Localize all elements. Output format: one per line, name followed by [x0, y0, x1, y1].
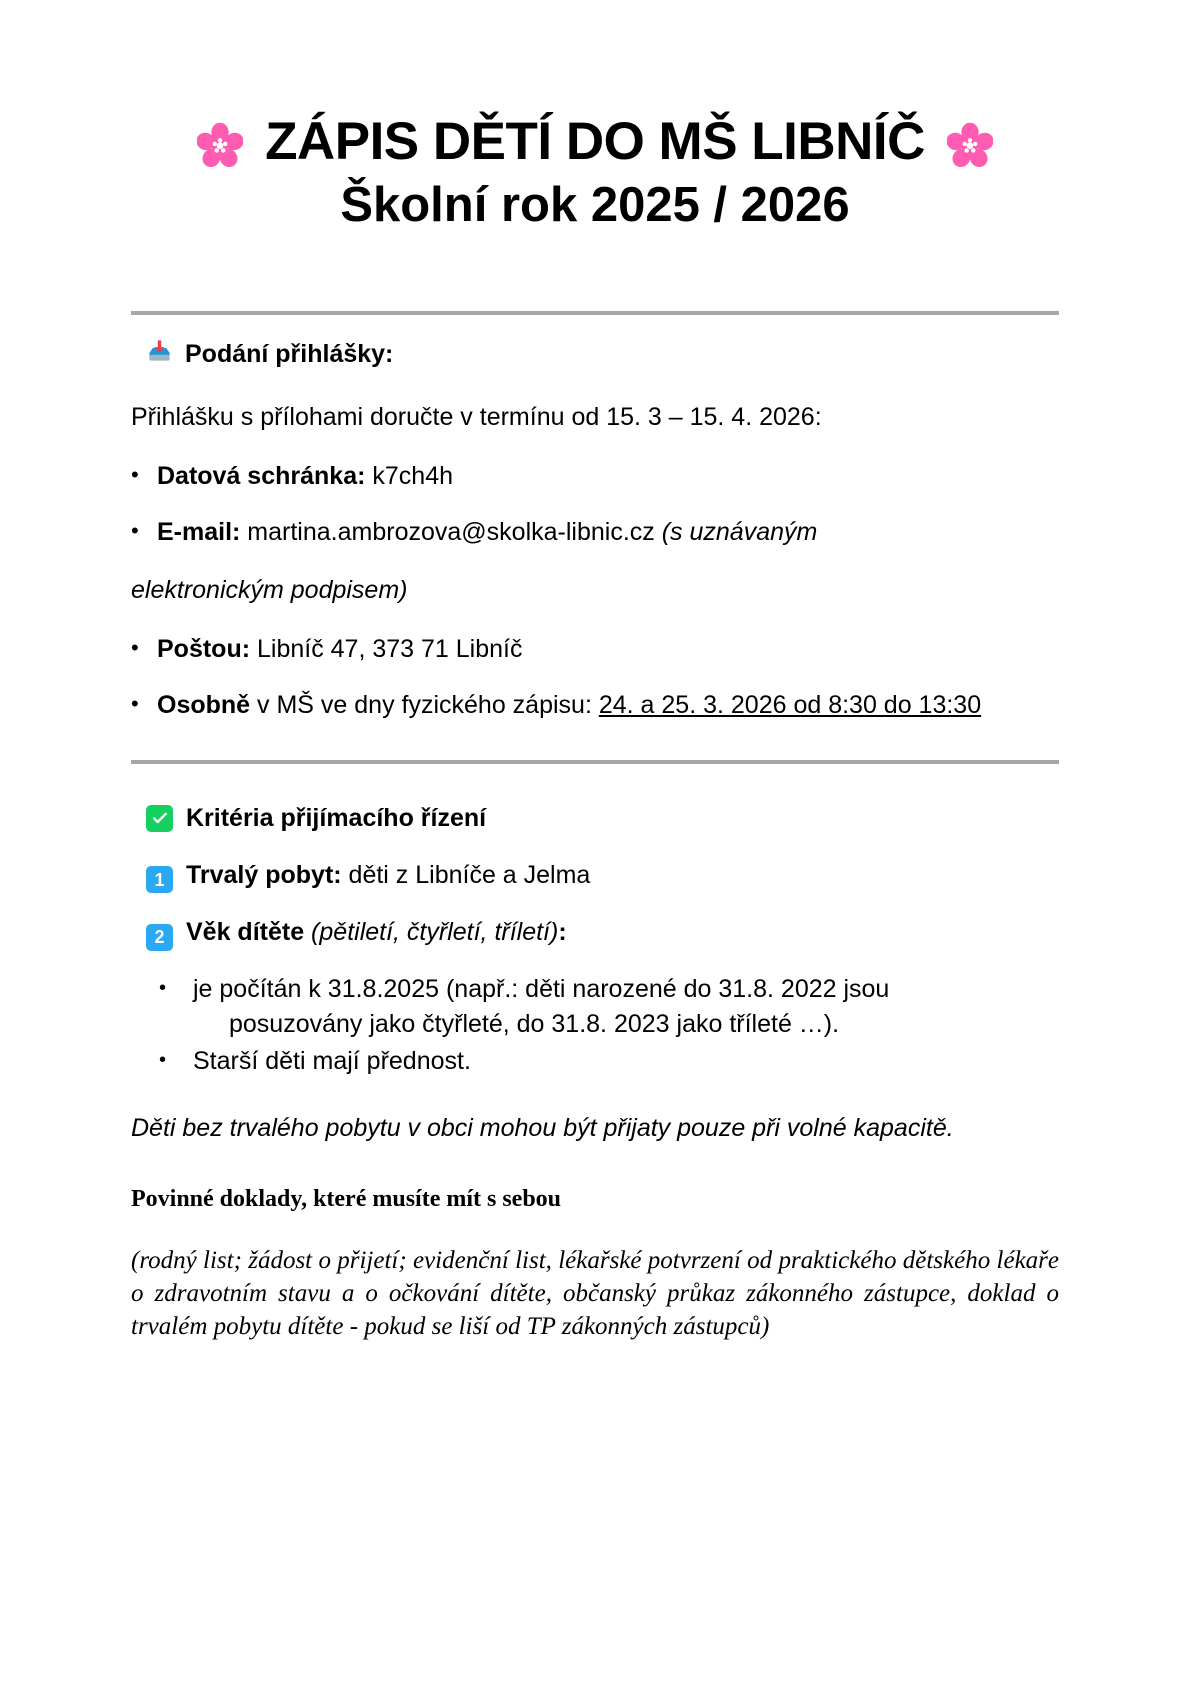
application-item-databox-value: k7ch4h [365, 461, 453, 490]
criteria-item-residence-label: Trvalý pobyt: [186, 860, 342, 889]
bullet-dot-icon: • [131, 634, 139, 660]
application-item-post-value: Libníč 47, 373 71 Libníč [250, 634, 523, 663]
bullet-dot-icon: • [131, 517, 139, 543]
check-box-icon [146, 805, 173, 832]
application-item-databox [131, 462, 1059, 491]
criteria-item-age-note: (pětiletí, čtyřletí, tříletí) [304, 918, 559, 947]
criteria-item-residence-text [186, 861, 590, 890]
application-item-inperson-text [157, 691, 1059, 720]
application-item-inperson-value: v MŠ ve dny fyzického zápisu: [250, 690, 599, 719]
keycap-one-icon: 1 [146, 866, 173, 893]
page-subtitle: Školní rok 2025 / 2026 [340, 178, 850, 233]
application-item-post-label: Poštou: [157, 634, 251, 663]
application-heading-label: Podání přihlášky: [185, 339, 394, 368]
cherry-blossom-icon [197, 121, 243, 167]
criteria-section-heading [131, 804, 1059, 833]
application-item-email-text [157, 518, 1059, 547]
inbox-tray-icon [146, 337, 173, 371]
cherry-blossom-icon [947, 121, 993, 167]
application-section-heading [131, 337, 1059, 371]
application-item-email [131, 518, 1059, 547]
application-item-inperson-dates: 24. a 25. 3. 2026 od 8:30 do 13:30 [598, 690, 982, 719]
application-item-post-text [157, 635, 1059, 664]
application-item-databox-text [157, 462, 1059, 491]
bullet-dot-icon: • [131, 461, 139, 487]
criteria-age-sub-item-1-line2: posuzovány jako čtyřleté, do 31.8. 2023 jako tříleté …). [229, 1009, 840, 1038]
documents-section-heading: Povinné doklady, které musíte mít s sebou [131, 1186, 562, 1213]
criteria-age-sub-item-2-text: Starší děti mají přednost. [193, 1046, 471, 1075]
application-item-databox-label: Datová schránka: [157, 461, 366, 490]
bullet-dot-icon: • [159, 1048, 167, 1071]
criteria-age-sub-item-2 [159, 1044, 1059, 1079]
application-item-email-value[interactable]: martina.ambrozova@skolka-libnic.cz [240, 517, 662, 546]
criteria-age-sub-item-1-text [193, 972, 1059, 1042]
section-divider-middle [131, 760, 1059, 764]
criteria-age-sublist [131, 972, 1059, 1079]
criteria-capacity-note: Děti bez trvalého pobytu v obci mohou být přijaty pouze při volné kapacitě. [131, 1113, 954, 1142]
document-title-block [131, 0, 1059, 235]
application-item-email-label: E-mail: [157, 517, 241, 546]
criteria-item-residence [131, 861, 1059, 891]
criteria-heading-label: Kritéria přijímacího řízení [186, 803, 487, 832]
criteria-age-sub-item-1 [159, 972, 1059, 1042]
criteria-age-sub-item-1-line1: je počítán k 31.8.2025 (např.: děti narozené do 31.8. 2022 jsou [193, 974, 890, 1003]
documents-section-body: (rodný list; žádost o přijetí; evidenční list, lékařské potvrzení od praktického dětského lékaře o zdravotním stavu a o očkování dítěte, občanský průkaz zákonného zástupce, doklad o trvalém pobytu dítěte - pokud se liší od TP zákonných zástupců) [131, 1246, 1059, 1341]
bullet-dot-icon: • [159, 976, 167, 999]
section-divider-top [131, 311, 1059, 315]
application-item-email-note-continued: elektronickým podpisem) [131, 575, 408, 604]
criteria-item-age-text [186, 918, 567, 947]
criteria-item-residence-value: děti z Libníče a Jelma [341, 860, 591, 889]
criteria-item-age [131, 918, 1059, 948]
application-lead-text: Přihlášku s přílohami doručte v termínu od 15. 3 – 15. 4. 2026: [131, 403, 822, 432]
application-item-post [131, 635, 1059, 664]
application-item-inperson [131, 691, 1059, 720]
bullet-dot-icon: • [131, 690, 139, 716]
application-item-inperson-label: Osobně [157, 690, 251, 719]
application-item-email-note-start: (s uznávaným [661, 517, 818, 546]
page-title: ZÁPIS DĚTÍ DO MŠ LIBNÍČ [265, 112, 925, 171]
title-line [131, 112, 1059, 171]
keycap-two-icon: 2 [146, 924, 173, 951]
criteria-item-age-value: : [558, 918, 567, 947]
criteria-item-age-label: Věk dítěte [186, 918, 305, 947]
